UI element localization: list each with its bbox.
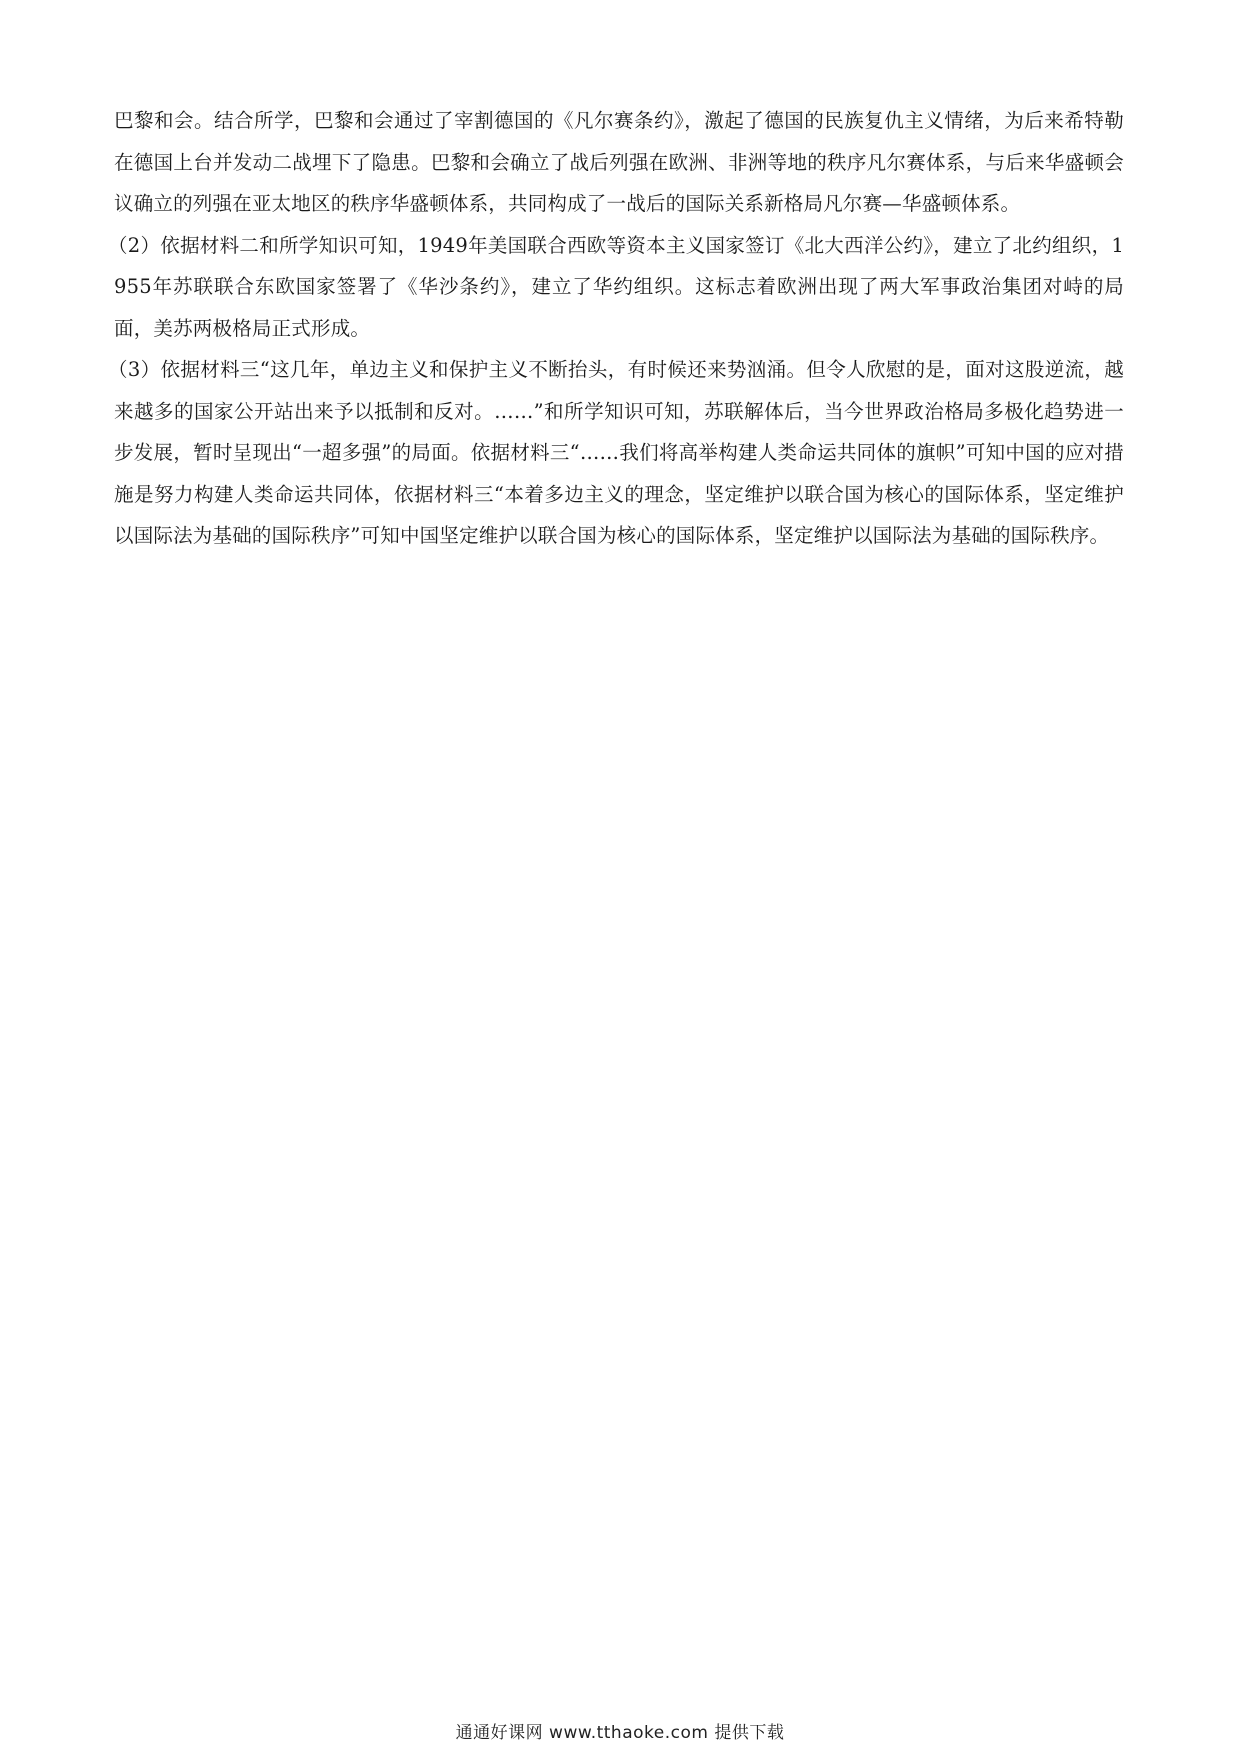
paragraph-3: （3）依据材料三“这几年，单边主义和保护主义不断抬头，有时候还来势汹涌。但令人欣慰的是，面对这股逆流，越来越多的国家公开站出来予以抵制和反对。……”和所学知识可知，苏联解体后，当今世界政治格局多极化趋势进一步发展，暂时呈现出“一超多强”的局面。依据材料三“……我们将高举构建人类命运共同体的旗帜”可知中国的应对措施是努力构建人类命运共同体，依据材料三“本着多边主义的理念，坚定维护以联合国为核心的国际体系，坚定维护以国际法为基础的国际秩序”可知中国坚定维护以联合国为核心的国际体系，坚定维护以国际法为基础的国际秩序。 [108,358,1124,547]
paragraph-1: 巴黎和会。结合所学，巴黎和会通过了宰割德国的《凡尔赛条约》，激起了德国的民族复仇主义情绪，为后来希特勒在德国上台并发动二战埋下了隐患。巴黎和会确立了战后列强在欧洲、非洲等地的秩序凡尔赛体系，与后来华盛顿会议确立的列强在亚太地区的秩序华盛顿体系，共同构成了一战后的国际关系新格局凡尔赛—华盛顿体系。 [114,109,1124,215]
paragraph-2: （2）依据材料二和所学知识可知，1949年美国联合西欧等资本主义国家签订《北大西洋公约》，建立了北约组织，1955年苏联联合东欧国家签署了《华沙条约》，建立了华约组织。这标志着欧洲出现了两大军事政治集团对峙的局面，美苏两极格局正式形成。 [108,233,1124,340]
document-body [108,100,1124,557]
page-footer: 通通好课网 www.tthaoke.com 提供下载 [455,1723,785,1743]
